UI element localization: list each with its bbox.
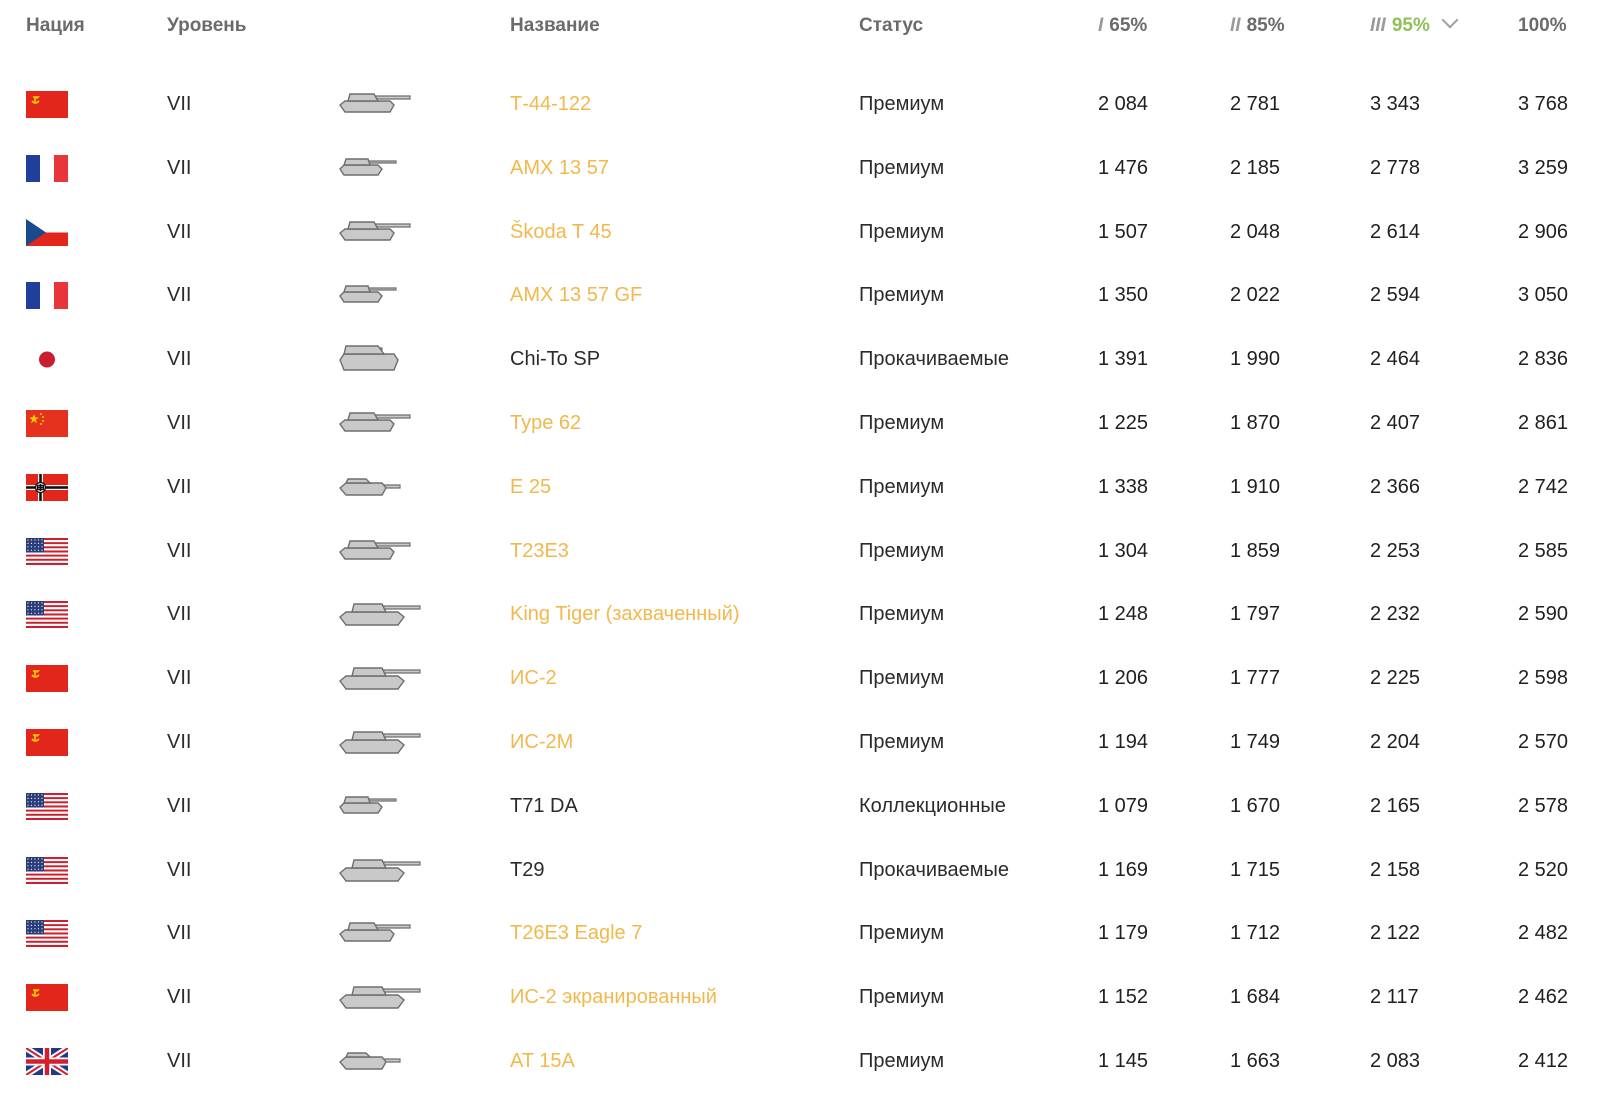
mark-2-value: 1 870: [1230, 411, 1281, 434]
full-value: 2 462: [1518, 986, 1569, 1009]
table-header: [0, 0, 1608, 52]
column-header-mark-1[interactable]: [1098, 14, 1147, 38]
mark-1-value: 1 391: [1098, 348, 1149, 371]
tank-name-link[interactable]: AT 15A: [510, 1049, 575, 1072]
mark-3-value: 2 225: [1370, 667, 1421, 690]
mark-1-value: 1 338: [1098, 475, 1149, 498]
usa-flag-icon: [26, 538, 68, 565]
table-body: [0, 75, 1608, 1096]
mark-2-value: 2 185: [1230, 156, 1281, 179]
tank-name-link[interactable]: E 25: [510, 475, 552, 498]
column-header-tier[interactable]: Уровень: [167, 15, 247, 36]
mark-2-value: 1 797: [1230, 603, 1281, 626]
mark-1-value: 1 079: [1098, 794, 1149, 817]
light-tank-icon: [338, 278, 430, 314]
usa-flag-icon: [26, 601, 68, 628]
tier-cell: VII: [167, 156, 192, 179]
light-tank-icon: [338, 789, 430, 825]
tank-name-link[interactable]: Type 62: [510, 411, 582, 434]
full-value: 3 259: [1518, 156, 1569, 179]
mark-1-value: 2 084: [1098, 93, 1149, 115]
table-row[interactable]: [0, 777, 1608, 841]
status-cell: Премиум: [859, 667, 945, 690]
tank-name-link[interactable]: T71 DA: [510, 794, 578, 817]
france-flag-icon: [26, 282, 68, 309]
tank-name-link[interactable]: King Tiger (захваченный): [510, 603, 740, 626]
status-cell: Коллекционные: [859, 794, 1006, 817]
status-cell: Премиум: [859, 986, 945, 1009]
tier-cell: VII: [167, 794, 192, 817]
mark-2-value: 2 048: [1230, 220, 1281, 243]
tier-cell: VII: [167, 411, 192, 434]
medium-tank-icon: [338, 534, 430, 570]
mark-3-value: 2 117: [1370, 986, 1419, 1009]
tank-name-link[interactable]: Chi-To SP: [510, 348, 601, 371]
full-value: 2 906: [1518, 220, 1569, 243]
table-row[interactable]: [0, 1032, 1608, 1096]
status-cell: Премиум: [859, 411, 945, 434]
mark-1-value: 1 304: [1098, 539, 1149, 562]
tank-name-link[interactable]: T23E3: [510, 539, 569, 562]
mark-2-value: 1 715: [1230, 858, 1281, 881]
tank-name-link[interactable]: T26E3 Eagle 7: [510, 922, 643, 945]
table-row[interactable]: [0, 968, 1608, 1032]
china-flag-icon: [26, 410, 68, 437]
ussr-flag-icon: [26, 984, 68, 1011]
mark-1-value: 1 152: [1098, 986, 1149, 1009]
ussr-flag-icon: [26, 729, 68, 756]
tank-name-link[interactable]: ИС-2 экранированный: [510, 986, 717, 1009]
light-tank-icon: [338, 151, 430, 187]
medium-tank-icon: [338, 215, 430, 251]
usa-flag-icon: [26, 920, 68, 947]
full-value: 2 598: [1518, 667, 1569, 690]
full-value: 3 050: [1518, 284, 1569, 307]
tier-cell: VII: [167, 667, 192, 690]
heavy-tank-icon: [338, 597, 430, 633]
table-row[interactable]: [0, 649, 1608, 713]
status-cell: Прокачиваемые: [859, 858, 1009, 881]
mark-2-value: 1 990: [1230, 348, 1281, 371]
mark-3-value: 2 232: [1370, 603, 1421, 626]
mark-2-value: 1 663: [1230, 1049, 1281, 1072]
mark-1-value: 1 248: [1098, 603, 1149, 626]
td-icon: [338, 470, 430, 506]
tier-cell: VII: [167, 1049, 192, 1072]
mark-1-percent: 65%: [1109, 15, 1148, 36]
tier-cell: VII: [167, 348, 192, 371]
tank-name-link[interactable]: Škoda T 45: [510, 220, 612, 243]
tank-name-link[interactable]: ИС-2М: [510, 730, 574, 753]
mark-2-value: 2 781: [1230, 93, 1281, 115]
tank-name-link[interactable]: AMX 13 57 GF: [510, 284, 643, 307]
table-row[interactable]: [0, 75, 1608, 139]
mark-1-value: 1 476: [1098, 156, 1149, 179]
tier-cell: VII: [167, 603, 192, 626]
mark-2-value: 1 777: [1230, 667, 1281, 690]
td-icon: [338, 1044, 430, 1080]
table-row[interactable]: [0, 266, 1608, 330]
heavy-tank-icon: [338, 980, 430, 1016]
column-header-status[interactable]: Статус: [859, 15, 924, 36]
tank-name-link[interactable]: AMX 13 57: [510, 156, 609, 179]
status-cell: Премиум: [859, 156, 945, 179]
tier-cell: VII: [167, 730, 192, 753]
medium-tank-icon: [338, 87, 430, 123]
tank-name-link[interactable]: T29: [510, 858, 545, 881]
mark-3-value: 2 253: [1370, 539, 1421, 562]
tier-cell: VII: [167, 539, 192, 562]
mark-3-value: 2 204: [1370, 730, 1421, 753]
mark-3-value: 2 407: [1370, 411, 1421, 434]
table-row[interactable]: [0, 394, 1608, 458]
full-value: 2 585: [1518, 539, 1569, 562]
full-value: 2 861: [1518, 411, 1569, 434]
heavy-tank-icon: [338, 725, 430, 761]
mark-3-value: 2 778: [1370, 156, 1421, 179]
full-value: 2 520: [1518, 858, 1569, 881]
mark-3-value: 2 594: [1370, 284, 1421, 307]
column-header-full[interactable]: 100%: [1518, 15, 1567, 36]
column-header-nation[interactable]: Нация: [26, 15, 85, 36]
medium-tank-icon: [338, 406, 430, 442]
tier-cell: VII: [167, 220, 192, 243]
mark-3-value: 2 614: [1370, 220, 1421, 243]
japan-flag-icon: [26, 346, 68, 373]
usa-flag-icon: [26, 793, 68, 820]
full-value: 2 742: [1518, 475, 1569, 498]
tier-cell: VII: [167, 93, 192, 115]
heavy-tank-icon: [338, 853, 430, 889]
mark-3-value: 2 165: [1370, 794, 1421, 817]
mark-3-value: 3 343: [1370, 93, 1421, 115]
mark-1-value: 1 507: [1098, 220, 1149, 243]
full-value: 2 412: [1518, 1049, 1569, 1072]
mark-3-value: 2 158: [1370, 858, 1421, 881]
full-value: 2 578: [1518, 794, 1569, 817]
full-value: 2 836: [1518, 348, 1569, 371]
tier-cell: VII: [167, 858, 192, 881]
mark-3-value: 2 366: [1370, 475, 1421, 498]
table-row[interactable]: [0, 904, 1608, 968]
table-row[interactable]: [0, 330, 1608, 394]
mark-3-value: 2 464: [1370, 348, 1421, 371]
mark-2-value: 1 684: [1230, 986, 1281, 1009]
sort-chevron-down-icon[interactable]: [1441, 12, 1458, 29]
mark-2-value: 1 910: [1230, 475, 1281, 498]
table-row[interactable]: [0, 522, 1608, 586]
column-header-name[interactable]: Название: [510, 15, 600, 36]
status-cell: Премиум: [859, 922, 945, 945]
status-cell: Премиум: [859, 539, 945, 562]
czech-flag-icon: [26, 219, 68, 246]
usa-flag-icon: [26, 857, 68, 884]
mark-2-percent: 85%: [1246, 15, 1285, 36]
mark-2-value: 1 859: [1230, 539, 1281, 562]
mark-3-value: 2 122: [1370, 922, 1421, 945]
tank-name-link[interactable]: Т-44-122: [510, 93, 592, 115]
mark-1-value: 1 225: [1098, 411, 1149, 434]
status-cell: Премиум: [859, 93, 945, 115]
mark-2-value: 1 670: [1230, 794, 1281, 817]
table-row[interactable]: [0, 458, 1608, 522]
medium-tank-icon: [338, 916, 430, 952]
mark-3-roman: III: [1370, 15, 1386, 36]
table-row[interactable]: [0, 585, 1608, 649]
mark-2-value: 1 712: [1230, 922, 1281, 945]
mark-2-roman: II: [1230, 15, 1241, 36]
france-flag-icon: [26, 155, 68, 182]
mark-1-value: 1 194: [1098, 730, 1149, 753]
mark-3-value: 2 083: [1370, 1049, 1421, 1072]
table-row[interactable]: [0, 139, 1608, 203]
mark-1-value: 1 206: [1098, 667, 1149, 690]
mark-2-value: 2 022: [1230, 284, 1281, 307]
uk-flag-icon: [26, 1048, 68, 1075]
column-header-mark-2[interactable]: [1230, 14, 1285, 38]
table-row[interactable]: [0, 713, 1608, 777]
full-value: 2 590: [1518, 603, 1569, 626]
ussr-flag-icon: [26, 665, 68, 692]
tier-cell: VII: [167, 284, 192, 307]
full-value: 3 768: [1518, 93, 1569, 115]
tank-name-link[interactable]: ИС-2: [510, 667, 557, 690]
status-cell: Премиум: [859, 220, 945, 243]
full-value: 2 482: [1518, 922, 1569, 945]
column-header-mark-3[interactable]: [1370, 14, 1456, 38]
full-value: 2 570: [1518, 730, 1569, 753]
spg-icon: [338, 342, 430, 378]
mark-1-value: 1 179: [1098, 922, 1149, 945]
mark-3-percent: 95%: [1391, 15, 1430, 36]
status-cell: Премиум: [859, 284, 945, 307]
status-cell: Премиум: [859, 1049, 945, 1072]
tier-cell: VII: [167, 922, 192, 945]
status-cell: Прокачиваемые: [859, 348, 1009, 371]
status-cell: Премиум: [859, 603, 945, 626]
status-cell: Премиум: [859, 475, 945, 498]
status-cell: Премиум: [859, 730, 945, 753]
germany-flag-icon: [26, 474, 68, 501]
ussr-flag-icon: [26, 91, 68, 118]
mark-1-value: 1 145: [1098, 1049, 1149, 1072]
mark-2-value: 1 749: [1230, 730, 1281, 753]
table-row[interactable]: [0, 203, 1608, 267]
tier-cell: VII: [167, 986, 192, 1009]
mark-1-value: 1 169: [1098, 858, 1149, 881]
heavy-tank-icon: [338, 661, 430, 697]
mark-1-roman: I: [1098, 15, 1104, 36]
table-row[interactable]: [0, 841, 1608, 905]
mark-1-value: 1 350: [1098, 284, 1149, 307]
tier-cell: VII: [167, 475, 192, 498]
